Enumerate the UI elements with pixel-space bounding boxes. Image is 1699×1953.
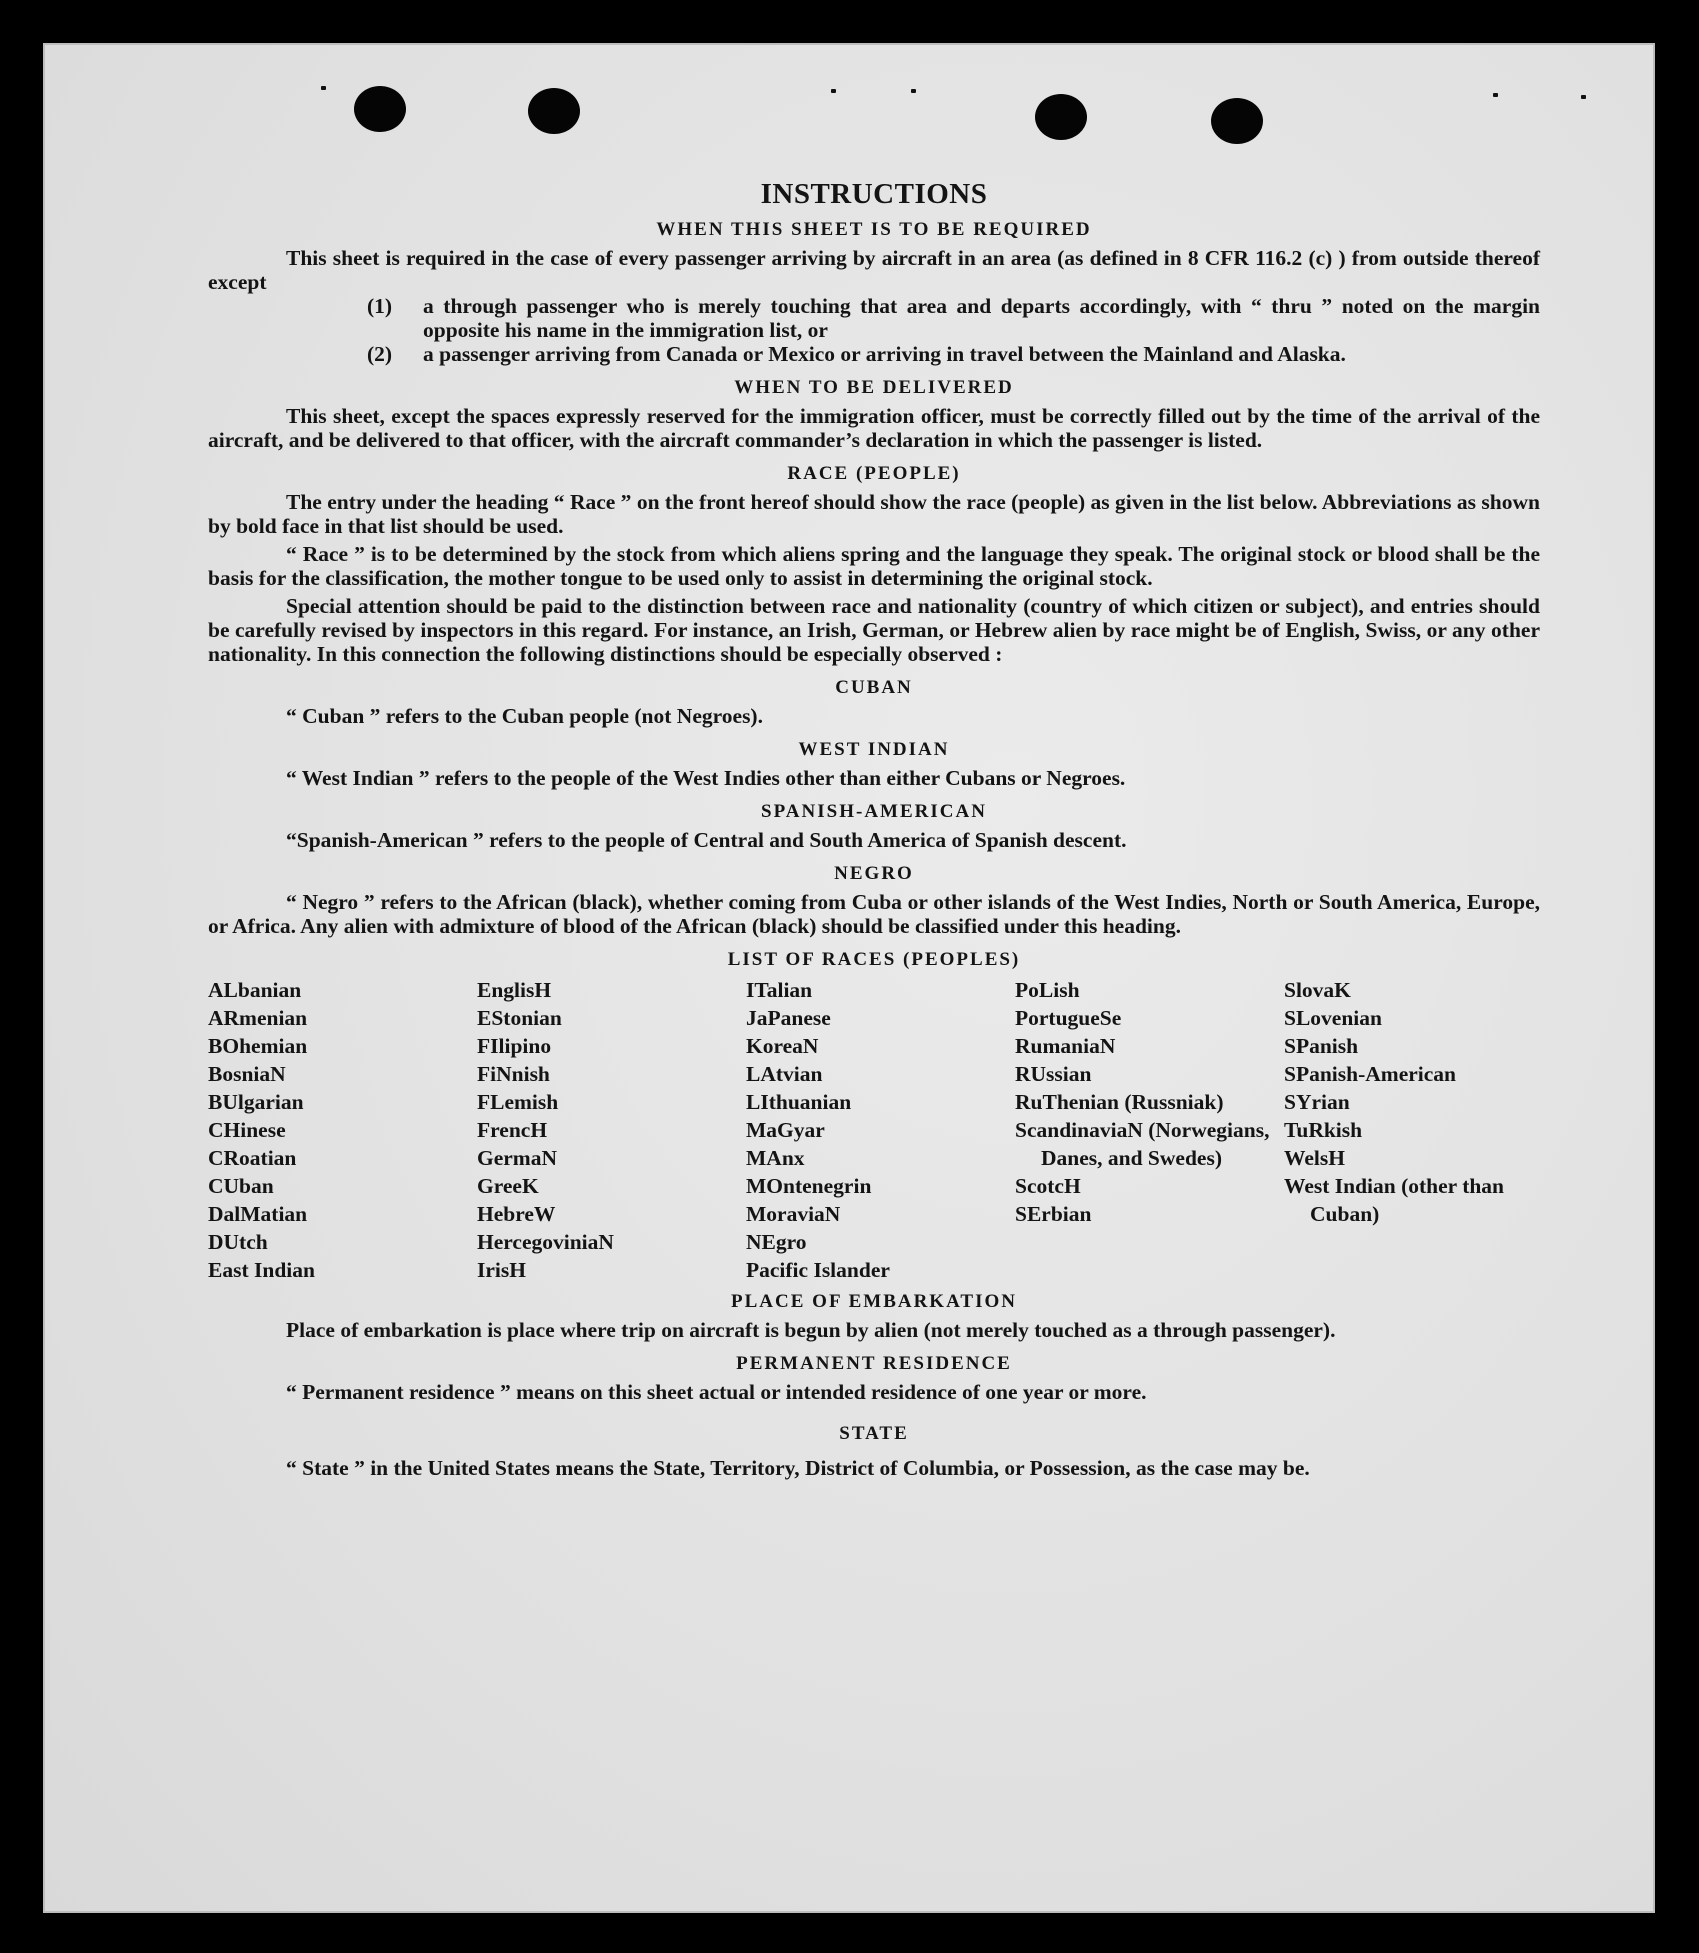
races-column: [1015, 976, 1284, 1284]
races-column: [746, 976, 1015, 1284]
race-entry: ScotcH: [1015, 1174, 1081, 1198]
race-paragraph: The entry under the heading “ Race ” on the front hereof should show the race (people) as given in the list below. Abbreviations as shown by bold face in that list should be used.: [208, 490, 1540, 538]
race-entry: MOntenegrin: [746, 1174, 872, 1198]
list-item: (1) a through passenger who is merely touching that area and departs accordingly, with “ thru ” noted on the margin opposite his name in the immigration list, or: [367, 294, 1540, 342]
race-entry: PortugueSe: [1015, 1006, 1122, 1030]
race-paragraph: Special attention should be paid to the distinction between race and nationality (country of which citizen or subject), and entries should be carefully revised by inspectors in this regard. For instance, an Irish, German, or Hebrew alien by race might be of English, Swiss, or any other nationality. In this connection the following distinctions should be especially observed :: [208, 594, 1540, 666]
speck: [911, 89, 916, 93]
delivered-text: This sheet, except the spaces expressly reserved for the immigration officer, must be correctly filled out by the time of the arrival of the aircraft, and be delivered to that officer, with the aircraft commander’s declaration in which the passenger is listed.: [208, 404, 1540, 452]
race-entry: LIthuanian: [746, 1090, 852, 1114]
embarkation-text: Place of embarkation is place where trip on aircraft is begun by alien (not merely touched as a through passenger).: [286, 1318, 1336, 1342]
races-column: [208, 976, 477, 1284]
spanish-american-text: “Spanish-American ” refers to the people of Central and South America of Spanish descent.: [286, 828, 1127, 852]
race-entry: BosniaN: [208, 1062, 286, 1086]
race-entry: CHinese: [208, 1118, 286, 1142]
race-entry: ScandinaviaN (Norwegians, Danes, and Swedes): [1015, 1118, 1270, 1170]
race-entry: GreeK: [477, 1174, 539, 1198]
races-column: [1284, 976, 1540, 1284]
race-entry: GermaN: [477, 1146, 557, 1170]
section-heading: LIST OF RACES (PEOPLES): [727, 949, 1021, 970]
race-entry: RuThenian (Russniak): [1015, 1090, 1224, 1114]
section-heading: WEST INDIAN: [798, 739, 950, 760]
race-entry: LAtvian: [746, 1062, 823, 1086]
race-entry: EnglisH: [477, 978, 552, 1002]
section-heading: NEGRO: [834, 863, 914, 884]
punch-hole: [1035, 94, 1087, 140]
race-entry: Pacific Islander: [746, 1258, 890, 1282]
race-entry: East Indian: [208, 1258, 315, 1282]
race-entry: FiNnish: [477, 1062, 550, 1086]
race-entry: BOhemian: [208, 1034, 308, 1058]
race-entry: DUtch: [208, 1230, 268, 1254]
races-list: [208, 976, 1540, 1284]
race-entry: HercegoviniaN: [477, 1230, 614, 1254]
race-entry: RumaniaN: [1015, 1034, 1116, 1058]
negro-text: “ Negro ” refers to the African (black), whether coming from Cuba or other islands of the West Indies, North or South America, Europe, or Africa. Any alien with admixture of blood of the African (black) should be classified under this heading.: [208, 890, 1540, 938]
race-entry: ALbanian: [208, 978, 302, 1002]
speck: [831, 89, 836, 93]
section-heading: PLACE OF EMBARKATION: [731, 1291, 1017, 1312]
race-entry: ITalian: [746, 978, 813, 1002]
race-entry: CUban: [208, 1174, 274, 1198]
race-entry: FIlipino: [477, 1034, 552, 1058]
speck: [1493, 93, 1498, 97]
race-entry: WelsH: [1284, 1146, 1345, 1170]
race-entry: TuRkish: [1284, 1118, 1363, 1142]
state-text: “ State ” in the United States means the State, Territory, District of Columbia, or Possession, as the case may be.: [286, 1456, 1310, 1480]
race-entry: MAnx: [746, 1146, 805, 1170]
race-entry: SLovenian: [1284, 1006, 1382, 1030]
race-entry: BUlgarian: [208, 1090, 304, 1114]
punch-hole: [354, 86, 406, 132]
race-entry: HebreW: [477, 1202, 556, 1226]
race-entry: FLemish: [477, 1090, 559, 1114]
section-heading: RACE (PEOPLE): [787, 463, 961, 484]
race-entry: SErbian: [1015, 1202, 1092, 1226]
race-entry: JaPanese: [746, 1006, 831, 1030]
residence-text: “ Permanent residence ” means on this sheet actual or intended residence of one year or more.: [286, 1380, 1147, 1404]
race-entry: MaGyar: [746, 1118, 825, 1142]
punch-hole: [528, 88, 580, 134]
race-entry: ARmenian: [208, 1006, 308, 1030]
race-entry: RUssian: [1015, 1062, 1092, 1086]
race-entry: NEgro: [746, 1230, 807, 1254]
race-entry: SPanish-American: [1284, 1062, 1456, 1086]
race-entry: KoreaN: [746, 1034, 819, 1058]
race-entry: DalMatian: [208, 1202, 308, 1226]
punch-hole: [1211, 98, 1263, 144]
instructions-body: [208, 172, 1540, 1480]
section-heading: SPANISH-AMERICAN: [761, 801, 987, 822]
race-entry: EStonian: [477, 1006, 562, 1030]
races-column: [477, 976, 746, 1284]
required-intro: This sheet is required in the case of every passenger arriving by aircraft in an area (as defined in 8 CFR 116.2 (c) ) from outside thereof except: [208, 246, 1540, 294]
race-paragraph: “ Race ” is to be determined by the stock from which aliens spring and the language they speak. The original stock or blood shall be the basis for the classification, the mother tongue to be used only to assist in determining the original stock.: [208, 542, 1540, 590]
race-entry: PoLish: [1015, 978, 1080, 1002]
document-page: [43, 43, 1655, 1913]
section-heading: WHEN THIS SHEET IS TO BE REQUIRED: [656, 219, 1092, 240]
speck: [321, 86, 326, 90]
race-entry: MoraviaN: [746, 1202, 841, 1226]
section-heading: CUBAN: [835, 677, 913, 698]
section-heading: PERMANENT RESIDENCE: [736, 1353, 1012, 1374]
list-item: (2) a passenger arriving from Canada or Mexico or arriving in travel between the Mainland and Alaska.: [367, 342, 1346, 366]
race-entry: CRoatian: [208, 1146, 297, 1170]
race-entry: SPanish: [1284, 1034, 1359, 1058]
race-entry: West Indian (other than Cuban): [1284, 1174, 1505, 1226]
race-entry: FrencH: [477, 1118, 548, 1142]
race-entry: IrisH: [477, 1258, 526, 1282]
section-heading: WHEN TO BE DELIVERED: [734, 377, 1014, 398]
west-indian-text: “ West Indian ” refers to the people of the West Indies other than either Cubans or Negroes.: [286, 766, 1126, 790]
page-title: INSTRUCTIONS: [760, 178, 988, 210]
cuban-text: “ Cuban ” refers to the Cuban people (not Negroes).: [286, 704, 763, 728]
race-entry: SYrian: [1284, 1090, 1350, 1114]
race-entry: SlovaK: [1284, 978, 1351, 1002]
section-heading: STATE: [839, 1423, 909, 1444]
speck: [1581, 95, 1586, 99]
